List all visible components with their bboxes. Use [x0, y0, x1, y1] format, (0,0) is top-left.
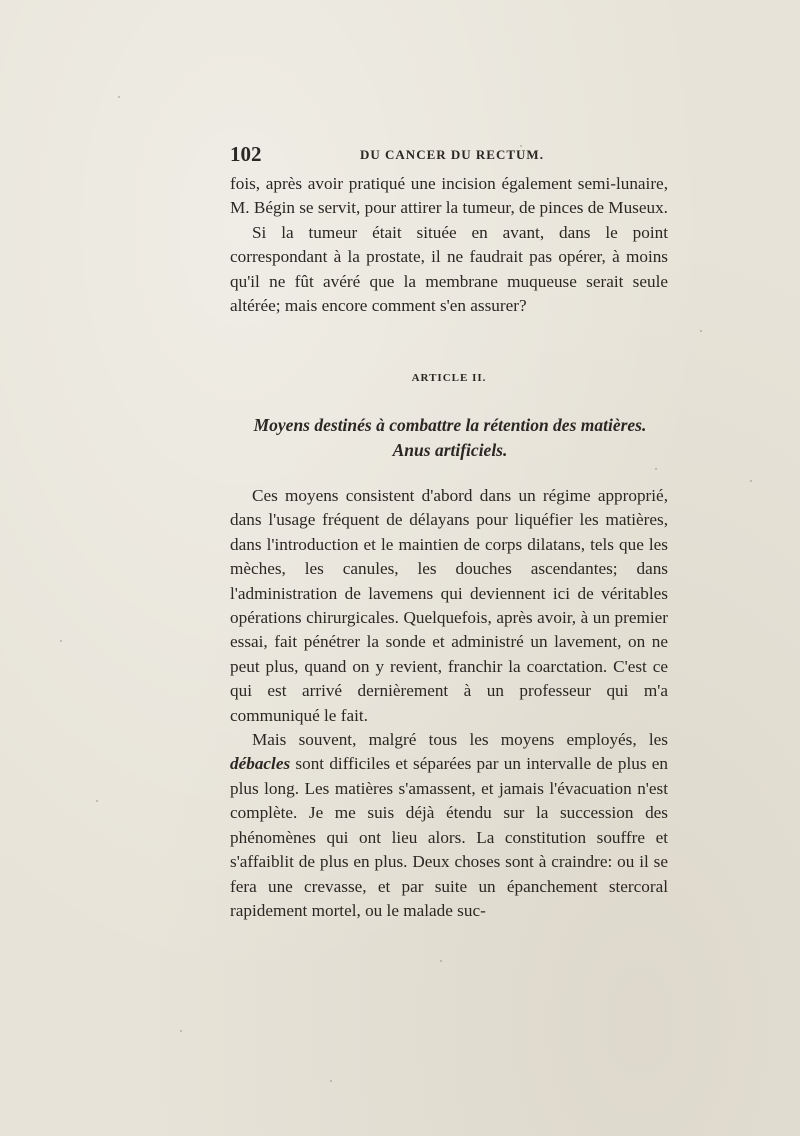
text-block-top — [230, 172, 668, 318]
section-title-line-2: Anus artificiels. — [392, 440, 508, 460]
paragraph: Ces moyens consistent d'abord dans un régime approprié, dans l'usage fréquent de délayans pour liquéfier les matières, dans l'introduction et le maintien de corps dilatans, tels que les mèches, les canules, les douches ascendantes; dans l'administration de lavemens qui deviennent ici de véritables opérations chirurgicales. Quelquefois, après avoir, à un premier essai, fait pénétrer la sonde et administré un lavement, on ne peut plus, quand on y revient, franchir la coarctation. C'est ce qui est arrivé dernièrement à un professeur qui m'a communiqué le fait. — [230, 486, 668, 725]
page-header — [230, 142, 670, 170]
italic-term: débacles — [230, 754, 291, 774]
section-title — [230, 413, 670, 463]
paragraph-text: Mais souvent, malgré tous les moyens employés, les — [252, 730, 668, 750]
paragraph-text: sont difficiles et séparées par un intervalle de plus en plus long. Les matières s'amassent, et jamais l'évacuation n'est complète. Je me suis déjà étendu sur la succession des phénomènes qui ont lieu alors. La constitution souffre et s'affaiblit de plus en plus. Deux choses sont à craindre: ou il se fera une crevasse, et par suite un épanchement stercoral rapidement mortel, ou le malade suc- — [230, 754, 668, 920]
text-block-bottom — [230, 484, 668, 923]
paragraph: Si la tumeur était située en avant, dans le point correspondant à la prostate, il ne faudrait pas opérer, à moins qu'il ne fût avéré que la membrane muqueuse serait seule altérée; mais encore comment s'en assurer? — [230, 222, 668, 316]
page-number: 102 — [230, 142, 262, 166]
paragraph — [230, 728, 668, 923]
running-head: DU CANCER DU RECTUM. — [360, 147, 544, 162]
section-title-line-1: Moyens destinés à combattre la rétention des matières. — [253, 415, 647, 435]
paragraph: fois, après avoir pratiqué une incision également semi-lunaire, M. Bégin se servit, pour attirer la tumeur, de pinces de Museux. — [230, 174, 668, 218]
article-heading: ARTICLE II. — [411, 372, 487, 384]
